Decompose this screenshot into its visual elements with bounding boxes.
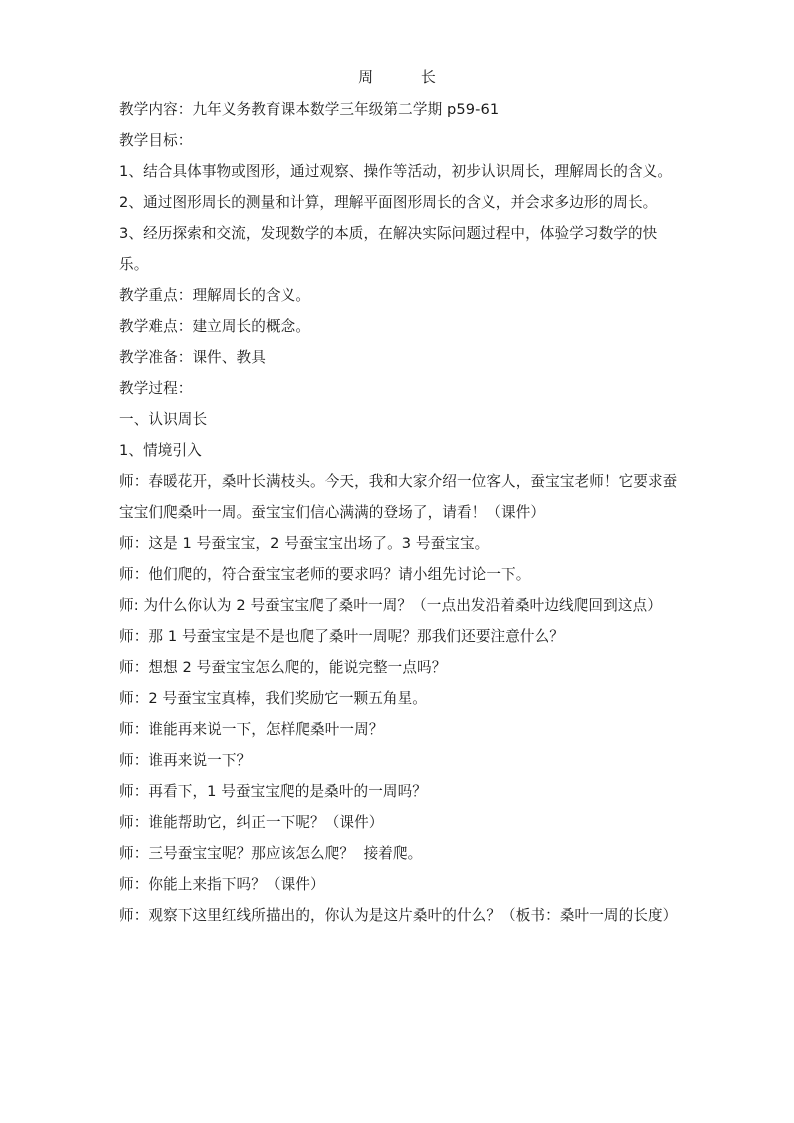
document-title: 周 长 [358, 68, 436, 86]
paragraph-section-1: 一、认识周长 [119, 411, 208, 428]
paragraph-dialogue: 师：观察下这里红线所描出的，你认为是这片桑叶的什么？（板书：桑叶一周的长度） [119, 907, 678, 924]
paragraph-teaching-content: 教学内容：九年义务教育课本数学三年级第二学期 p59-61 [119, 101, 500, 118]
paragraph-dialogue: 师：谁能帮助它，纠正一下呢？（课件） [119, 814, 384, 831]
paragraph-dialogue: 师：春暖花开，桑叶长满枝头。今天，我和大家介绍一位客人，蚕宝宝老师！它要求蚕宝宝们爬桑叶一周。蚕宝宝们信心满满的登场了，请看！（课件） [119, 473, 678, 521]
paragraph-dialogue: 师：你能上来指下吗？（课件） [119, 876, 325, 893]
paragraph-dialogue: 师：再看下，1 号蚕宝宝爬的是桑叶的一周吗？ [119, 783, 428, 800]
paragraph-objective-1: 1、结合具体事物或图形，通过观察、操作等活动，初步认识周长，理解周长的含义。 [119, 163, 673, 180]
paragraph-dialogue: 师：那 1 号蚕宝宝是不是也爬了桑叶一周呢？那我们还要注意什么？ [119, 628, 564, 645]
paragraph-preparation: 教学准备：课件、教具 [119, 349, 266, 366]
paragraph-subsection-1: 1、情境引入 [119, 442, 202, 459]
paragraph-dialogue: 师：谁再来说一下？ [119, 752, 252, 769]
paragraph-key-point: 教学重点：理解周长的含义。 [119, 287, 311, 304]
paragraph-objective-3: 3、经历探索和交流，发现数学的本质，在解决实际问题过程中，体验学习数学的快乐。 [119, 225, 658, 273]
paragraph-dialogue: 师：谁能再来说一下，怎样爬桑叶一周？ [119, 721, 384, 738]
paragraph-teaching-objectives-heading: 教学目标： [119, 132, 193, 149]
paragraph-objective-2: 2、通过图形周长的测量和计算，理解平面图形周长的含义，并会求多边形的周长。 [119, 194, 658, 211]
paragraph-dialogue: 师：这是 1 号蚕宝宝，2 号蚕宝宝出场了。3 号蚕宝宝。 [119, 535, 490, 552]
paragraph-dialogue: 师：他们爬的，符合蚕宝宝老师的要求吗？请小组先讨论一下。 [119, 566, 531, 583]
paragraph-dialogue: 师：2 号蚕宝宝真棒，我们奖励它一颗五角星。 [119, 690, 428, 707]
paragraph-dialogue: 师: 为什么你认为 2 号蚕宝宝爬了桑叶一周？（一点出发沿着桑叶边线爬回到这点） [119, 597, 662, 614]
paragraph-dialogue: 师：想想 2 号蚕宝宝怎么爬的，能说完整一点吗？ [119, 659, 447, 676]
paragraph-dialogue: 师：三号蚕宝宝呢？那应该怎么爬？ 接着爬。 [119, 845, 423, 862]
paragraph-process-heading: 教学过程： [119, 380, 193, 397]
paragraph-difficulty: 教学难点：建立周长的概念。 [119, 318, 311, 335]
document-body [119, 94, 679, 931]
